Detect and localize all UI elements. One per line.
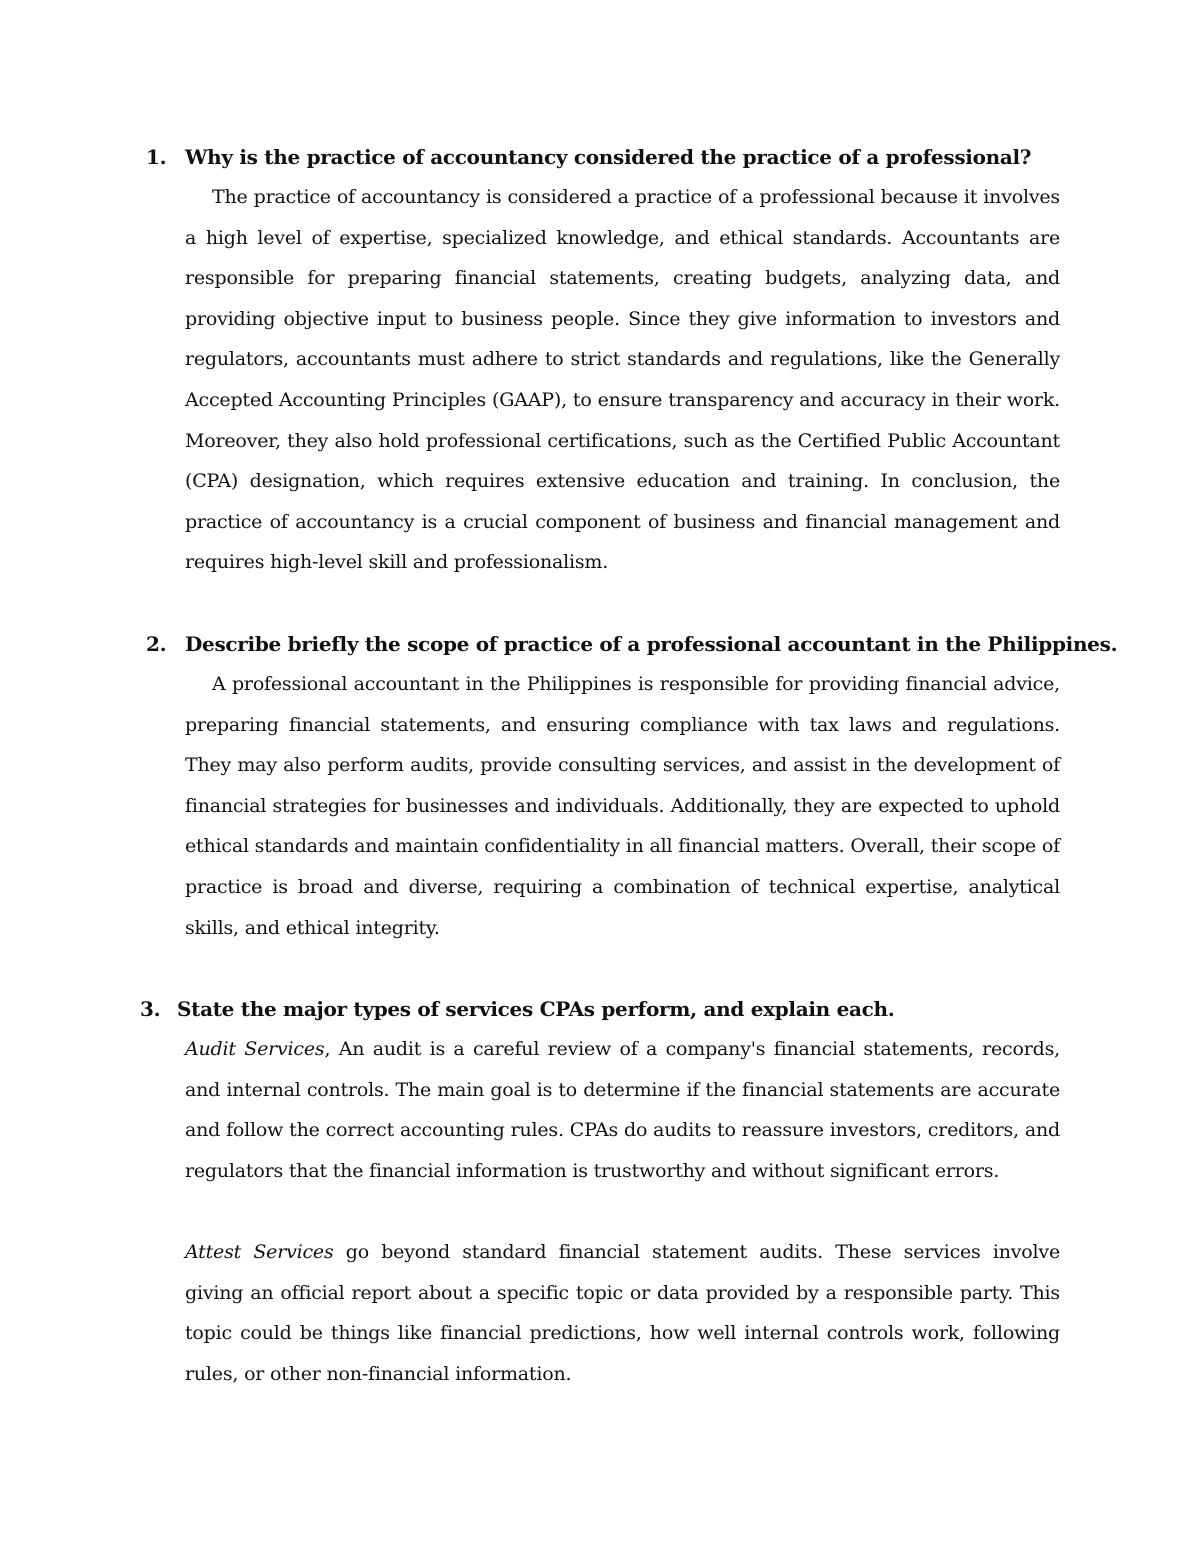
question-1	[0, 137, 1200, 574]
question-number: 2.	[146, 632, 167, 656]
answer-paragraph: The practice of accountancy is considered a practice of a professional because it involves a high level of expertise, specialized knowledge, and ethical standards. Accountants are responsible for preparing financial statements, creating budgets, analyzing data, and providing objective input to business people. Since they give information to investors and regulators, accountants must adhere to strict standards and regulations, like the Generally Accepted Accounting Principles (GAAP), to ensure transparency and accuracy in their work. Moreover, they also hold professional certifications, such as the Certified Public Accountant (CPA) designation, which requires extensive education and training. In conclusion, the practice of accountancy is a crucial component of business and financial management and requires high-level skill and professionalism.	[185, 186, 1060, 574]
question-number: 1.	[146, 145, 167, 169]
question-number: 3.	[140, 997, 161, 1021]
question-3	[0, 989, 1200, 1385]
service-attest-paragraph	[185, 1232, 1060, 1394]
answer-paragraph: A professional accountant in the Philippines is responsible for providing financial advice, preparing financial statements, and ensuring compliance with tax laws and regulations. They may also perform audits, provide consulting services, and assist in the development of financial strategies for businesses and individuals. Additionally, they are expected to uphold ethical standards and maintain confidentiality in all financial matters. Overall, their scope of practice is broad and diverse, requiring a combination of technical expertise, analytical skills, and ethical integrity.	[185, 673, 1060, 939]
service-term: Attest Services	[185, 1241, 334, 1263]
question-heading	[0, 624, 1200, 664]
service-description: , An audit is a careful review of a company's financial statements, records, and internal controls. The main goal is to determine if the financial statements are accurate and follow the correct accounting rules. CPAs do audits to reassure investors, creditors, and regulators that the financial information is trustworthy and without significant errors.	[185, 1038, 1060, 1182]
question-title: Describe briefly the scope of practice of a professional accountant in the Philippines.	[185, 632, 1118, 656]
question-heading	[0, 137, 1200, 177]
service-term: Audit Services	[185, 1038, 325, 1060]
question-heading	[0, 989, 1200, 1029]
question-2	[0, 624, 1200, 939]
question-title: Why is the practice of accountancy considered the practice of a professional?	[185, 145, 1032, 169]
question-title: State the major types of services CPAs perform, and explain each.	[177, 997, 895, 1021]
service-description: go beyond standard financial statement audits. These services involve giving an official report about a specific topic or data provided by a responsible party. This topic could be things like financial predictions, how well internal controls work, following rules, or other non-financial information.	[185, 1241, 1060, 1385]
service-audit-paragraph	[185, 1029, 1060, 1191]
